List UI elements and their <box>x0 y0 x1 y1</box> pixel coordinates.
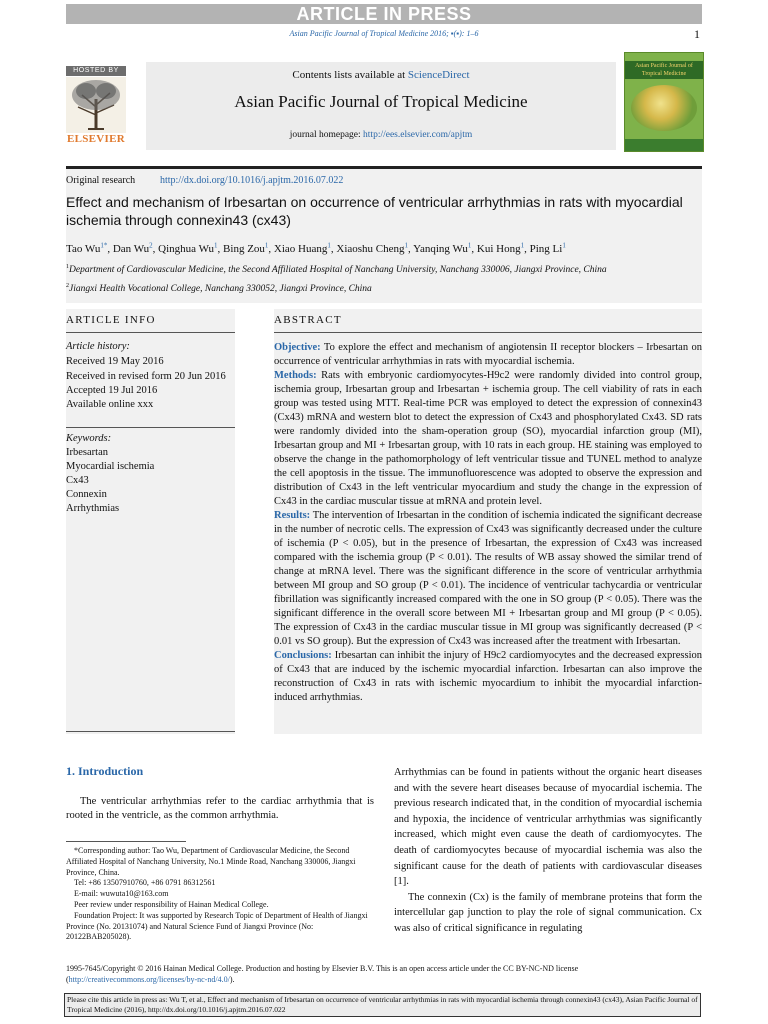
author-name[interactable]: Qinghua Wu <box>158 243 215 255</box>
author-affiliation-sup[interactable]: 1 <box>404 241 409 250</box>
footnotes <box>66 846 374 943</box>
introduction-right-column <box>394 765 702 937</box>
keyword: Irbesartan <box>66 447 108 458</box>
introduction-paragraph: Arrhythmias can be found in patients without the organic heart diseases and with the severe heart diseases because of myocardial ischemia. The previous research indicated that, in the condition of myocardial ischemia and hypoxia, the incidence of ventricular arrhythmias was significantly increased, which might even cause the death of cardiomyocytes. The death of cardiomyocytes because of myocardial ischemia was also the significant cause for the death of patients with cardiovascular diseases [1]. <box>394 767 702 888</box>
article-title: Effect and mechanism of Irbesartan on occurrence of ventricular arrhythmias in rats with myocardial ischemia through connexin43 (cx43) <box>66 194 683 228</box>
article-in-press-banner: ARTICLE IN PRESS <box>66 4 702 24</box>
telephone-note: Tel: +86 13507910760, +86 0791 86312561 <box>74 878 216 888</box>
author-name[interactable]: Xiaoshu Cheng <box>336 243 405 255</box>
peer-review-note: Peer review under responsibility of Hainan Medical College. <box>74 899 269 909</box>
abstract-heading: ABSTRACT <box>274 314 342 326</box>
abstract-body <box>274 341 702 705</box>
article-info-heading: ARTICLE INFO <box>66 314 156 326</box>
contents-prefix: Contents lists available at <box>292 69 408 81</box>
objective-text: To explore the effect and mechanism of angiotensin II receptor blockers – Irbesartan on occurrence of ventricular arrhythmias in rats with myocardial ischemia. <box>274 342 703 367</box>
copyright-end: ). <box>229 975 235 984</box>
introduction-left-paragraph: The ventricular arrhythmias refer to the cardiac arrhythmia that is rooted in the ventricle, as the common arrhythmia. <box>66 796 374 821</box>
journal-cover-image[interactable] <box>624 52 704 152</box>
introduction-heading: 1. Introduction <box>66 764 144 778</box>
author-affiliation-sup[interactable]: 1 <box>562 241 566 250</box>
title-block <box>66 169 702 303</box>
history-revised: Received in revised form 20 Jun 2016 <box>66 371 226 382</box>
journal-title: Asian Pacific Journal of Tropical Medicine <box>234 92 528 111</box>
doi-link[interactable]: http://dx.doi.org/10.1016/j.apjtm.2016.07.022 <box>160 175 344 186</box>
abstract-objective <box>274 341 702 369</box>
globe-icon <box>631 85 697 131</box>
article-info-panel <box>66 309 235 734</box>
author-affiliation-sup[interactable]: 1 <box>264 241 269 250</box>
license-link[interactable]: http://creativecommons.org/licenses/by-nc-nd/4.0/ <box>68 975 230 984</box>
author-name[interactable]: Tao Wu <box>66 243 101 255</box>
methods-text: Rats with embryonic cardiomyocytes-H9c2 were randomly divided into control group, ischemia group, Irbesartan group and Irbesartan + ischemia group. The cell viability of rats in each group was tested using MTT. Real-time PCR was employed to detect the expression of connexin43 (Cx43) mRNA and western blot to detect the expression of Cx43 and phosphorylated Cx43. SD rats were randomly divided into the sham-operation group (SO), myocardial infarction group (MI), Irbesartan group and MI + Irbesartan group, with 10 rats in each group. HE staining was employed to observe the change in the pathomorphology of left ventricular tissue and TUNEL method to analyze the cell apoptosis in the tissue. The immunofluorescence was adopted to observe the expression and distribution of Cx43 in the left ventricular myocardium and study the change in the expression of Cx43 in the cardiac muscular tissue at mRNA and protein level. <box>274 370 702 507</box>
introduction-paragraph: The connexin (Cx) is the family of membrane proteins that form the intercellular gap junction to play the role of signal communication. Cx was also of critical significance in regulating <box>394 891 702 934</box>
keywords-rule <box>66 427 235 428</box>
author-affiliation-sup[interactable]: 2 <box>149 241 153 250</box>
footnote-rule <box>66 841 186 842</box>
homepage-link[interactable]: http://ees.elsevier.com/apjtm <box>363 130 473 140</box>
article-type: Original research <box>66 175 136 186</box>
author-affiliation-sup[interactable]: 1 <box>467 241 472 250</box>
abstract-rule <box>274 332 702 333</box>
results-label: Results: <box>274 510 311 521</box>
journal-homepage-line <box>146 130 616 140</box>
hosted-by-label: HOSTED BY <box>66 66 126 76</box>
keywords-label: Keywords: <box>66 433 112 444</box>
affiliation-sup: 1 <box>66 263 69 270</box>
affiliation-text: Department of Cardiovascular Medicine, the Second Affiliated Hospital of Nanchang University, Nanchang 330006, Jiangxi Province, China <box>69 265 607 275</box>
keyword: Cx43 <box>66 475 89 486</box>
abstract-methods <box>274 369 702 509</box>
affiliation-sup: 2 <box>66 282 69 289</box>
copyright-line <box>66 963 702 985</box>
elsevier-logo[interactable] <box>66 66 126 146</box>
corresponding-author-note: *Corresponding author: Tao Wu, Department of Cardiovascular Medicine, the Second Affiliated Hospital of Nanchang University, No.1 Minde Road, Nanchang 330006, Jiangxi Province, China. <box>66 846 356 877</box>
conclusions-text: Irbesartan can inhibit the injury of H9c2 cardiomyocytes and the decreased expression of Cx43 that are induced by the ischemic myocardial infarction. Irbesartan can also improve the reconstruction of Cx43 in rats with ischemic myocardium to inhibit the myocardial infarction-induced arrhythmias. <box>274 650 702 703</box>
elsevier-wordmark: ELSEVIER <box>66 133 126 145</box>
contents-available-line <box>146 69 616 81</box>
author-name[interactable]: Xiao Huang <box>273 243 328 255</box>
cite-this-article-box: Please cite this article in press as: Wu T, et al., Effect and mechanism of Irbesartan on occurrence of ventricular arrhythmias in rats with myocardial ischemia through connexin43 (cx43), Asian Pacific Journal of Tropical Medicine (2016), http://dx.doi.org/10.1016/j.apjtm.2016.07.022 <box>64 993 701 1017</box>
journal-header-box <box>146 62 616 150</box>
copyright-text: 1995-7645/Copyright © 2016 Hainan Medical College. Production and hosting by Elsevier B.V. This is an open access article under the CC BY-NC-ND license ( <box>66 964 579 984</box>
affiliation-2 <box>66 284 702 294</box>
abstract-panel <box>274 309 702 734</box>
email-note[interactable]: E-mail: wuwuta10@163.com <box>74 889 169 899</box>
author-name[interactable]: Kui Hong <box>476 243 521 255</box>
history-received: Received 19 May 2016 <box>66 356 164 367</box>
keyword: Connexin <box>66 489 107 500</box>
author-name[interactable]: Yanqing Wu <box>413 243 468 255</box>
author-affiliation-sup[interactable]: 1 <box>214 241 218 250</box>
objective-label: Objective: <box>274 342 321 353</box>
abstract-conclusions <box>274 649 702 705</box>
history-online: Available online xxx <box>66 399 154 410</box>
author-list: Tao $Wu^{1*}$, Dan Wu$^2$, Qinghua Wu$^1$, Bing Zou$^1$, Xiao Huang$^1$, Xiaoshu Cheng$^1$, Yanqing Wu$^1$, Kui Hong$^1$, Ping Li$^1$ <box>66 241 566 255</box>
page-number: 1 <box>694 27 700 41</box>
affiliation-1 <box>66 265 702 275</box>
conclusions-label: Conclusions: <box>274 650 332 661</box>
author-name[interactable]: Dan Wu <box>112 243 150 255</box>
sciencedirect-link[interactable]: ScienceDirect <box>407 69 470 81</box>
journal-citation-line[interactable]: Asian Pacific Journal of Tropical Medicine 2016; ▪(▪): 1–6 <box>289 29 479 38</box>
author-name[interactable]: Bing Zou <box>223 243 265 255</box>
homepage-prefix: journal homepage: <box>289 130 364 140</box>
elsevier-tree-icon <box>66 77 126 133</box>
methods-label: Methods: <box>274 370 317 381</box>
article-info-rule <box>66 332 235 333</box>
article-info-bottom-rule <box>66 731 235 732</box>
results-text: The intervention of Irbesartan in the condition of ischemia indicated the significant decrease in the number of necrotic cells. The expression of Cx43 was significantly decreased under the culture of ischemia (P < 0.05), but in the presence of Irbesartan, the expression of Cx43 was increased compared with the ischemia group (P < 0.01). The results of WB assay showed the similar trend of change at mRNA level. There was the significant difference in the score of ventricular arrhythmia between MI group and SO group (P < 0.01). The incidence of ventricular tachycardia or ventricular fibrillation was significantly increased compared with the one in SO group (P < 0.05). There was the significant difference in the overall score between MI + Irbesartan group and MI group (P < 0.05). The expression of Cx43 in the cardiac muscular tissue in MI group was significantly decreased (P < 0.01 vs SO group). But the expression of Cx43 was increased after the treatment with Irbesartan. <box>274 510 702 647</box>
abstract-results <box>274 509 702 649</box>
keyword: Arrhythmias <box>66 503 120 514</box>
affiliation-text: Jiangxi Health Vocational College, Nanchang 330052, Jiangxi Province, China <box>69 284 372 294</box>
cover-title: Asian Pacific Journal of Tropical Medicine <box>625 61 703 79</box>
foundation-note: Foundation Project: It was supported by Research Topic of Department of Health of Jiangxi Province (No. 20131074) and Natural Science Fund of Jiangxi Province (No: 20122BAB205028). <box>66 910 368 942</box>
cover-footer-band <box>625 139 703 151</box>
author-affiliation-sup[interactable]: 1* <box>100 241 108 250</box>
keyword: Myocardial ischemia <box>66 461 155 472</box>
author-affiliation-sup[interactable]: 1 <box>327 241 331 250</box>
author-name[interactable]: Ping Li <box>529 243 563 255</box>
history-label: Article history: <box>66 341 130 352</box>
history-accepted: Accepted 19 Jul 2016 <box>66 385 158 396</box>
author-affiliation-sup[interactable]: 1 <box>520 241 525 250</box>
